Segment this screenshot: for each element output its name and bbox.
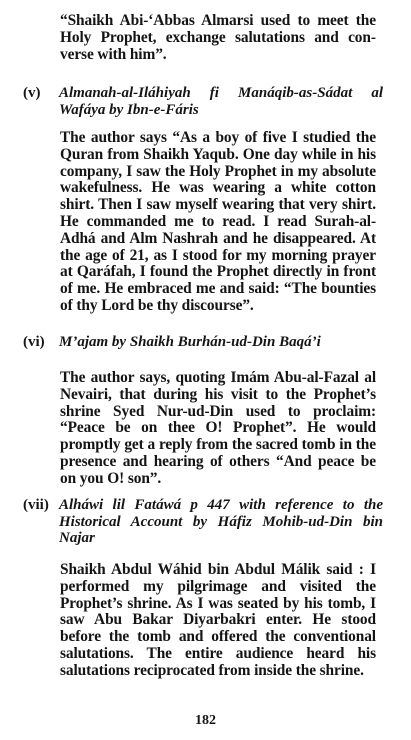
section-title: Alháwi lil Fatáwá p 447 with reference to the Historical Account by Háfiz Mohib-ud-Din bin Najar	[59, 497, 383, 547]
page-number: 182	[195, 713, 216, 728]
section-title: M’ajam by Shaikh Burhán-ud-Din Baqá’i	[59, 334, 321, 350]
section-vii-body: Shaikh Abdul Wáhid bin Abdul Málik said : I performed my pilgrimage and visited the Prophet’s shrine. As I was seated by his tomb, I saw Abu Bakar Diyarbakri enter. He stood before the tomb and offered the conventional salutations. The entire audience heard his salutations reciprocated from inside the shrine.	[60, 561, 376, 679]
section-number: (v)	[23, 85, 41, 101]
section-number: (vi)	[23, 334, 45, 350]
section-v-body: The author says “As a boy of five I studied the Quran from Shaikh Yaqub. One day while in his company, I saw the Holy Prophet in my absolute wakefulness. He was wearing a white cotton shirt. Then I saw myself wearing that very shirt. He commanded me to read. I read Surah-al-Adhá and Alm Nashrah and he disappeared. At the age of 21, as I stood for my morning prayer at Qaráfah, I found the Prophet directly in front of me. He embraced me and said: “The bounties of thy Lord be thy discourse”.	[60, 129, 376, 314]
section-title: Almanah-al-Iláhiyah fi Manáqib-as-Sádat al Wafáya by Ibn-e-Fáris	[59, 85, 383, 118]
section-vi-heading	[23, 334, 383, 351]
section-vii-heading	[23, 497, 383, 547]
intro-quote-paragraph: “Shaikh Abi-‘Abbas Almarsi used to meet the Holy Prophet, exchange salutations and converse with him”.	[60, 12, 376, 63]
section-number: (vii)	[23, 497, 49, 513]
section-v-heading	[23, 85, 383, 118]
section-vi-body: The author says, quoting Imám Abu-al-Fazal al Nevairi, that during his visit to the Prophet’s shrine Syed Nur-ud-Din used to proclaim: “Peace be on thee O! Prophet”. He would promptly get a reply from the sacred tomb in the presence and hearing of others “And peace be on you O! son”.	[60, 369, 376, 487]
